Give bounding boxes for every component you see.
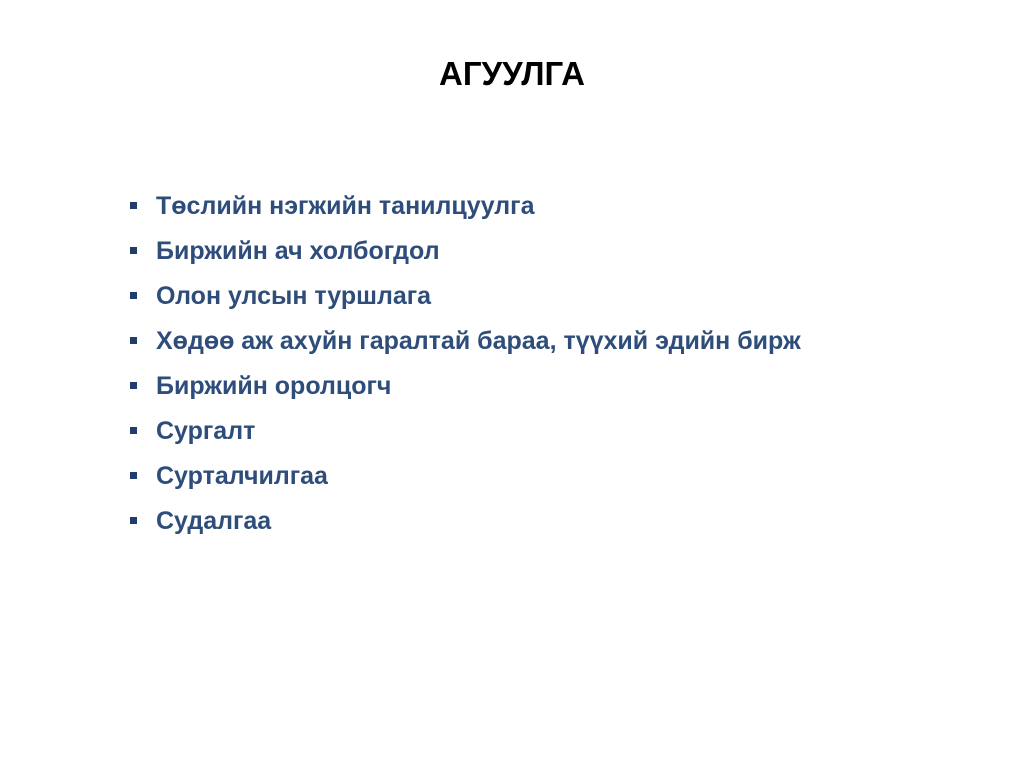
- list-item-label: Биржийн оролцогч: [156, 371, 392, 400]
- list-item-label: Судалгаа: [156, 506, 272, 535]
- list-item-label: Сурталчилгаа: [156, 461, 328, 490]
- table-of-contents-list: [130, 183, 1010, 543]
- square-bullet-icon: [130, 382, 137, 389]
- square-bullet-icon: [130, 337, 137, 344]
- square-bullet-icon: [130, 202, 137, 209]
- slide-title: АГУУЛГА: [439, 55, 585, 92]
- list-item: [130, 183, 1010, 228]
- list-item: [130, 318, 1010, 363]
- list-item-label: Хөдөө аж ахуйн гаралтай бараа, түүхий эдийн бирж: [156, 326, 801, 355]
- list-item: [130, 453, 1010, 498]
- list-item: [130, 498, 1010, 543]
- list-item-label: Олон улсын туршлага: [156, 281, 432, 310]
- square-bullet-icon: [130, 292, 137, 299]
- square-bullet-icon: [130, 247, 137, 254]
- list-item-label: Төслийн нэгжийн танилцуулга: [156, 191, 535, 220]
- square-bullet-icon: [130, 427, 137, 434]
- list-item: [130, 228, 1010, 273]
- square-bullet-icon: [130, 472, 137, 479]
- list-item-label: Сургалт: [156, 416, 256, 445]
- list-item: [130, 408, 1010, 453]
- list-item: [130, 363, 1010, 408]
- square-bullet-icon: [130, 517, 137, 524]
- list-item: [130, 273, 1010, 318]
- list-item-label: Биржийн ач холбогдол: [156, 236, 440, 265]
